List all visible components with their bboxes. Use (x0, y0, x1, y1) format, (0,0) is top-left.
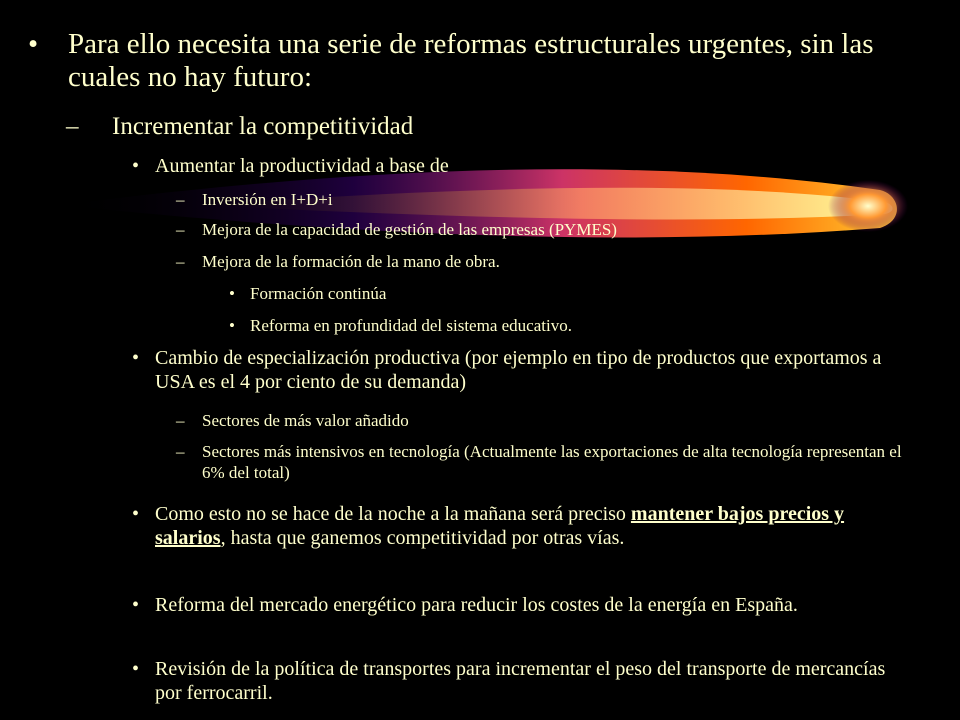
item-text: Aumentar la productividad a base de (155, 155, 449, 177)
bullet-marker: • (229, 284, 235, 303)
sub-sub-item-text: Formación continúa (250, 284, 387, 303)
dash-marker: – (176, 252, 185, 271)
sub-sub-list-item (229, 315, 930, 336)
dash-marker: – (176, 411, 185, 430)
list-item-precios (132, 502, 915, 550)
heading-bullet-item (28, 28, 938, 94)
bullet-marker: • (132, 503, 140, 525)
sub-heading-item (66, 112, 932, 141)
sub-sub-list-item (229, 283, 930, 304)
dash-marker: – (66, 113, 79, 140)
sub-list-item (176, 189, 922, 210)
bullet-marker: • (28, 28, 39, 60)
sub-list-item (176, 251, 922, 272)
dash-marker: – (176, 442, 185, 461)
sub-list-item (176, 410, 922, 431)
item-text-after: , hasta que ganemos competitividad por otras vías. (220, 527, 625, 549)
item-text: Reforma del mercado energético para reducir los costes de la energía en España. (155, 594, 798, 616)
dash-marker: – (176, 190, 185, 209)
item-text: Revisión de la política de transportes para incrementar el peso del transporte de mercancías por ferrocarril. (155, 658, 886, 704)
bullet-marker: • (132, 658, 140, 680)
list-item-especializacion (132, 346, 915, 394)
list-item-energia (132, 593, 915, 617)
item-text-before: Como esto no se hace de la noche a la mañana será preciso (155, 503, 631, 525)
sub-list-item (176, 219, 922, 240)
list-item-transportes (132, 657, 915, 705)
dash-marker: – (176, 220, 185, 239)
sub-sub-item-text: Reforma en profundidad del sistema educativo. (250, 316, 572, 335)
sub-item-text: Mejora de la capacidad de gestión de las empresas (PYMES) (202, 220, 617, 239)
heading-text: Para ello necesita una serie de reformas estructurales urgentes, sin las cuales no hay futuro: (68, 28, 874, 93)
sub-item-text: Sectores de más valor añadido (202, 411, 409, 430)
item-text-emphasis: mantener bajos precios y salarios (155, 503, 845, 549)
bullet-marker: • (132, 347, 140, 369)
sub-list-item (176, 441, 922, 483)
item-text: Cambio de especialización productiva (por ejemplo en tipo de productos que exportamos a USA es el 4 por ciento de su demanda) (155, 347, 882, 393)
sub-item-text: Mejora de la formación de la mano de obra. (202, 252, 500, 271)
bullet-marker: • (132, 594, 140, 616)
sub-item-text: Sectores más intensivos en tecnología (Actualmente las exportaciones de alta tecnología representan el 6% del total) (202, 442, 902, 482)
bullet-marker: • (132, 155, 140, 177)
list-item-productividad (132, 154, 915, 178)
bullet-marker: • (229, 316, 235, 335)
sub-heading-text: Incrementar la competitividad (112, 113, 414, 140)
sub-item-text: Inversión en I+D+i (202, 190, 333, 209)
